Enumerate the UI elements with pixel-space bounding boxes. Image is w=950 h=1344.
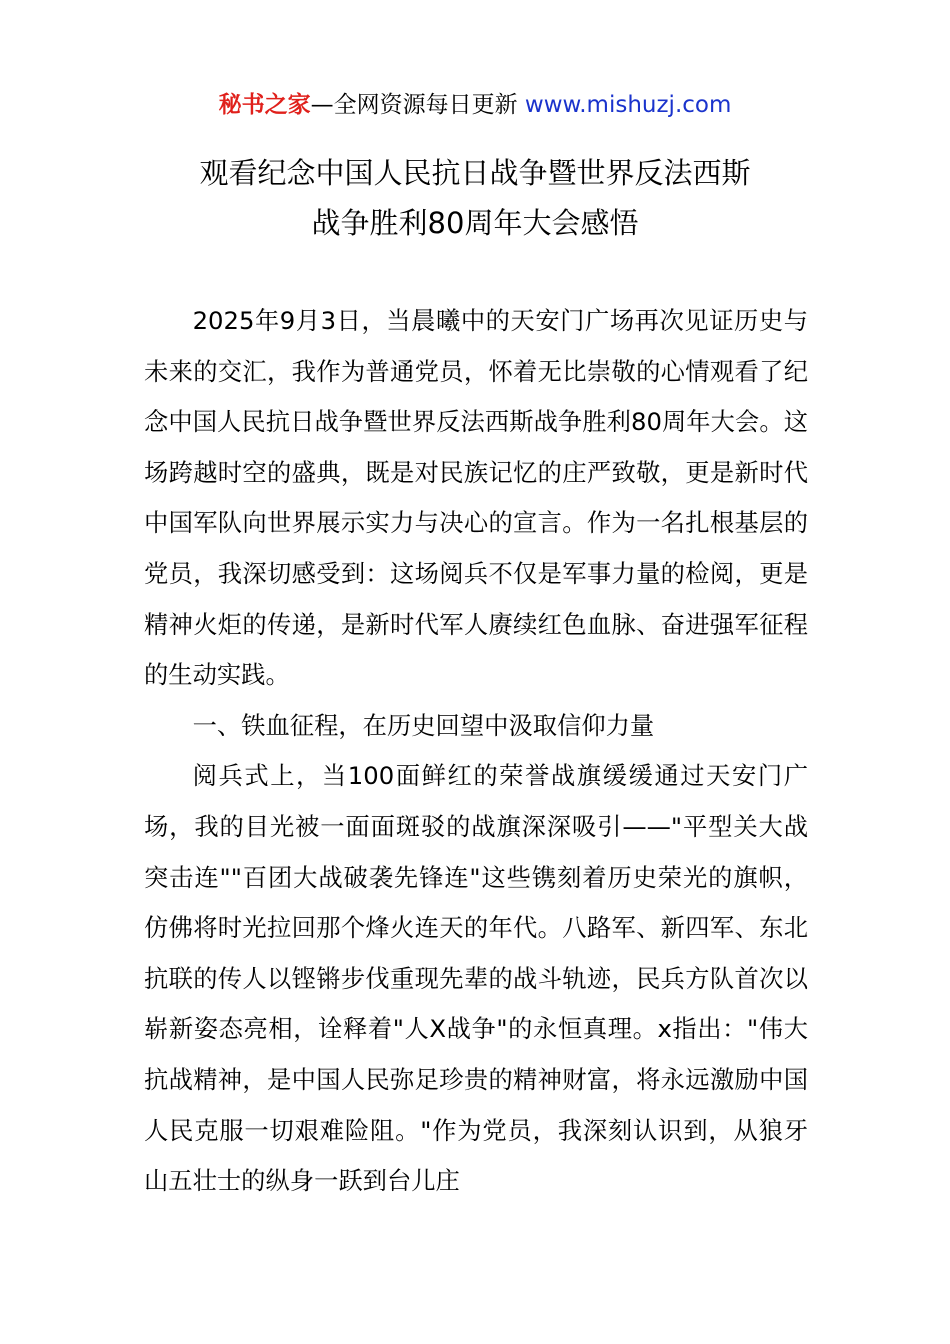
- section-heading-1: 一、铁血征程，在历史回望中汲取信仰力量: [192, 710, 655, 740]
- paragraph-intro: 2025年9月3日，当晨曦中的天安门广场再次见证历史与未来的交汇，我作为普通党员，怀着无比崇敬的心情观看了纪念中国人民抗日战争暨世界反法西斯战争胜利80周年大会。这场跨越时空的盛典，既是对民族记忆的庄严致敬，更是新时代中国军队向世界展示实力与决心的宣言。作为一名扎根基层的党员，我深切感受到：这场阅兵不仅是军事力量的检阅，更是精神火炬的传递，是新时代军人赓续红色血脉、奋进强军征程的生动实践。: [144, 306, 808, 690]
- brand-name: 秘书之家: [218, 92, 311, 118]
- header-tagline: —全网资源每日更新: [310, 92, 525, 118]
- site-header: [0, 88, 950, 122]
- title-line-1: 观看纪念中国人民抗日战争暨世界反法西斯: [199, 156, 751, 190]
- document-body: [144, 296, 808, 1207]
- title-line-2: 战争胜利80周年大会感悟: [311, 206, 639, 240]
- paragraph-section-1: 阅兵式上，当100面鲜红的荣誉战旗缓缓通过天安门广场，我的目光被一面面斑驳的战旗深深吸引——"平型关大战突击连""百团大战破袭先锋连"这些镌刻着历史荣光的旗帜，仿佛将时光拉回那个烽火连天的年代。八路军、新四军、东北抗联的传人以铿锵步伐重现先辈的战斗轨迹，民兵方队首次以崭新姿态亮相，诠释着"人X战争"的永恒真理。x指出："伟大抗战精神，是中国人民弥足珍贵的精神财富，将永远激励中国人民克服一切艰难险阻。"作为党员，我深刻认识到，从狼牙山五壮士的纵身一跃到台儿庄: [144, 761, 808, 1196]
- site-url-link[interactable]: www.mishuzj.com: [524, 92, 732, 118]
- document-title: [0, 148, 950, 248]
